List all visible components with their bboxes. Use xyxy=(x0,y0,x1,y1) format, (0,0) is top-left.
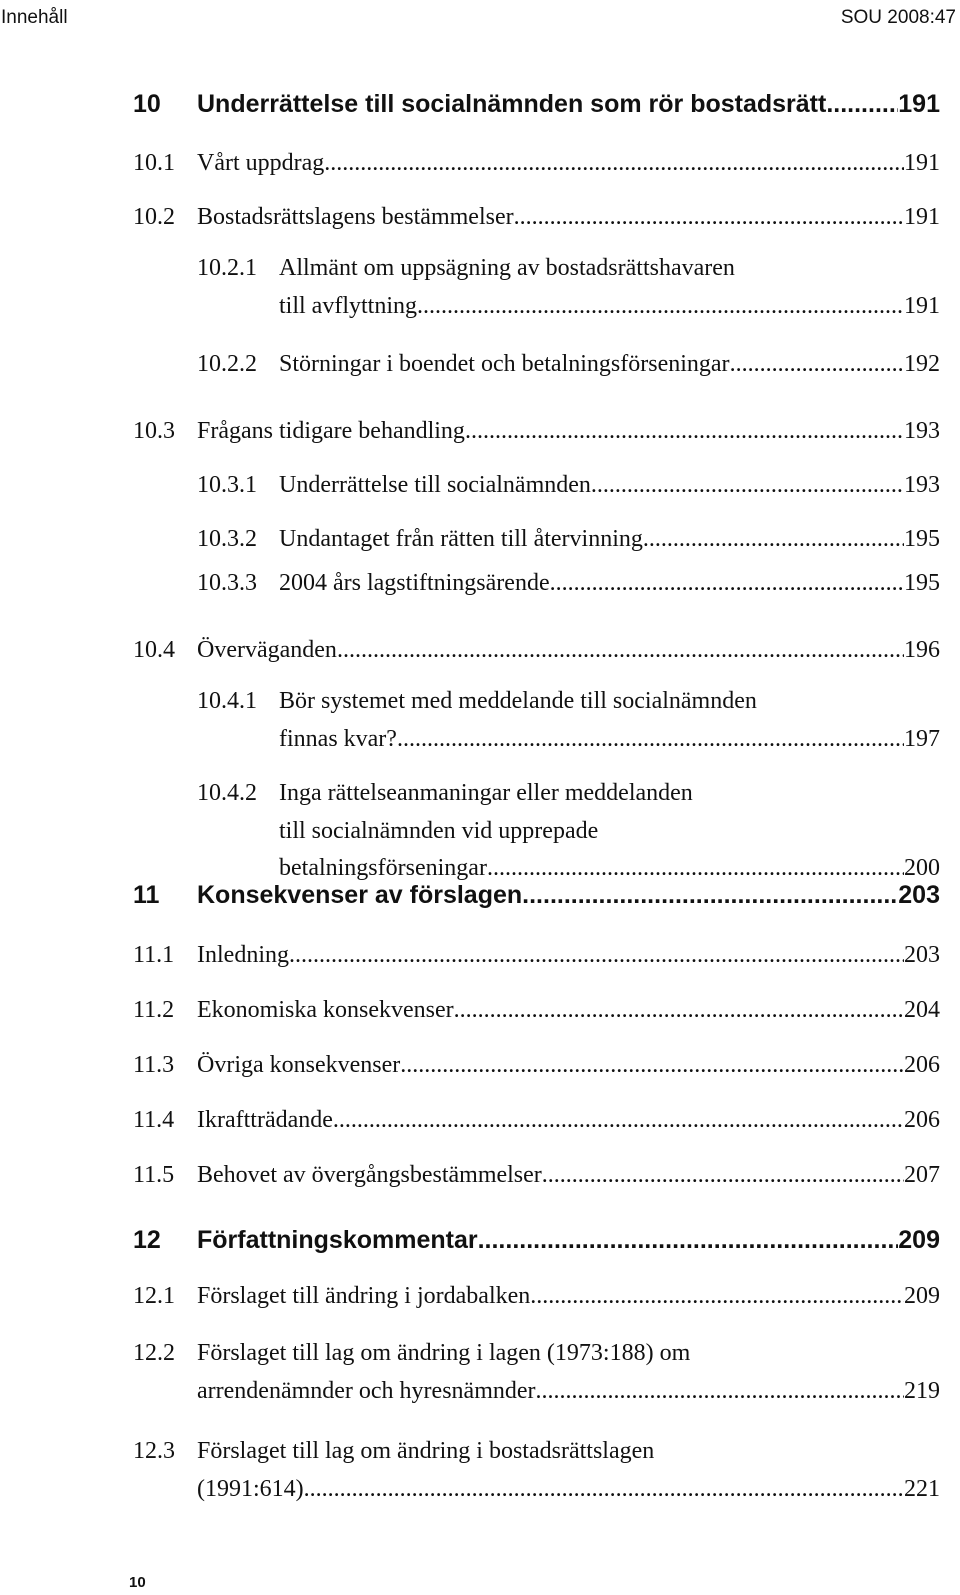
toc-entry-page: 206 xyxy=(904,1052,940,1078)
toc-entry-title: Inga rättelseanmaningar eller meddelanden xyxy=(279,780,693,806)
dot-leader xyxy=(530,1279,904,1313)
toc-entry-page: 193 xyxy=(904,472,940,498)
toc-entry-number: 11 xyxy=(133,881,160,909)
toc-entry-page: 191 xyxy=(898,90,940,118)
toc-entry-page: 197 xyxy=(904,725,940,752)
toc-entry-title: Underrättelse till socialnämnden som rör bostadsrätt xyxy=(197,90,827,118)
toc-entry-number: 12.2 xyxy=(133,1340,175,1366)
toc-entry-number: 10.3.2 xyxy=(197,526,257,552)
toc-entry-page: 195 xyxy=(904,570,940,596)
toc-entry-title: Störningar i boendet och betalningsförseningar xyxy=(279,351,730,377)
toc-entry-title: Förslaget till lag om ändring i lagen (1973:188) om xyxy=(197,1340,691,1366)
dot-leader xyxy=(304,1472,904,1506)
toc-entry-title: Frågans tidigare behandling xyxy=(197,418,465,444)
toc-entry-title: arrendenämnder och hyresnämnder xyxy=(197,1377,536,1404)
toc-entry-title: Förslaget till lag om ändring i bostadsrättslagen xyxy=(197,1438,655,1464)
toc-entry-number: 11.4 xyxy=(133,1107,175,1133)
toc-entry-page: 221 xyxy=(904,1475,940,1502)
toc-entry-page: 192 xyxy=(904,351,940,377)
toc-entry-page: 191 xyxy=(904,292,940,319)
toc-entry-title: Underrättelse till socialnämnden xyxy=(279,472,591,498)
toc-entry-number: 12 xyxy=(133,1226,161,1254)
dot-leader xyxy=(514,200,904,234)
toc-entry-page: 191 xyxy=(904,204,940,230)
dot-leader xyxy=(826,87,898,121)
dot-leader xyxy=(289,938,904,972)
toc-entry-title: Vårt uppdrag xyxy=(197,150,325,176)
dot-leader xyxy=(397,722,904,756)
toc-entry-page: 206 xyxy=(904,1107,940,1133)
toc-entry-page: 209 xyxy=(904,1283,940,1309)
toc-entry-number: 12.1 xyxy=(133,1283,175,1309)
toc-entry-page: 219 xyxy=(904,1377,940,1404)
toc-entry-number: 10.4 xyxy=(133,637,175,663)
page-number: 10 xyxy=(129,1574,146,1591)
toc-entry-page: 203 xyxy=(904,942,940,968)
toc-entry-title: till socialnämnden vid upprepade xyxy=(279,817,599,844)
toc-entry-title: Konsekvenser av förslagen xyxy=(197,881,523,909)
toc-entry-title: Behovet av övergångsbestämmelser xyxy=(197,1162,542,1188)
toc-entry-title: Inledning xyxy=(197,942,289,968)
toc-entry-number: 10.4.2 xyxy=(197,780,257,806)
dot-leader xyxy=(643,522,904,556)
dot-leader xyxy=(324,146,904,180)
toc-entry-page: 209 xyxy=(898,1226,940,1254)
dot-leader xyxy=(730,347,904,381)
toc-entry-page: 207 xyxy=(904,1162,940,1188)
toc-entry-title: finnas kvar? xyxy=(279,725,397,752)
toc-entry-title: Allmänt om uppsägning av bostadsrättshavaren xyxy=(279,255,735,281)
toc-entry-number: 10.3 xyxy=(133,418,175,444)
toc-entry-number: 10.3.1 xyxy=(197,472,257,498)
dot-leader xyxy=(478,1223,899,1257)
toc-entry-number: 11.1 xyxy=(133,942,175,968)
running-head-section: Innehåll xyxy=(1,7,68,28)
toc-entry-number: 10.4.1 xyxy=(197,688,257,714)
dot-leader xyxy=(522,878,898,912)
dot-leader xyxy=(591,468,904,502)
toc-entry-number: 10.1 xyxy=(133,150,175,176)
toc-entry-page: 195 xyxy=(904,526,940,552)
toc-entry-title: Övriga konsekvenser xyxy=(197,1052,401,1078)
toc-entry-title: Undantaget från rätten till återvinning xyxy=(279,526,643,552)
toc-entry-page: 193 xyxy=(904,418,940,444)
dot-leader xyxy=(465,414,904,448)
toc-entry-title: Bör systemet med meddelande till socialnämnden xyxy=(279,688,757,714)
toc-entry-number: 10.3.3 xyxy=(197,570,257,596)
toc-entry-number: 10.2 xyxy=(133,204,175,230)
toc-entry-number: 12.3 xyxy=(133,1438,175,1464)
running-head-report-id: SOU 2008:47 xyxy=(840,7,956,28)
toc-entry-title: 2004 års lagstiftningsärende xyxy=(279,570,550,596)
toc-entry-title: Överväganden xyxy=(197,637,337,663)
dot-leader xyxy=(542,1158,904,1192)
toc-entry-page: 200 xyxy=(904,855,940,881)
toc-entry-page: 196 xyxy=(904,637,940,663)
toc-entry-number: 11.3 xyxy=(133,1052,175,1078)
toc-entry-title: Ikraftträdande xyxy=(197,1107,333,1133)
toc-entry-number: 11.2 xyxy=(133,997,175,1023)
toc-entry-page: 191 xyxy=(904,150,940,176)
toc-entry-title: till avflyttning xyxy=(279,292,417,319)
toc-entry-page: 203 xyxy=(898,881,940,909)
dot-leader xyxy=(550,566,904,600)
toc-entry-title: Förslaget till ändring i jordabalken xyxy=(197,1283,531,1309)
toc-entry-title: (1991:614) xyxy=(197,1475,304,1502)
running-head xyxy=(0,4,960,32)
toc-entry-title: Ekonomiska konsekvenser xyxy=(197,997,454,1023)
toc-entry-title: Bostadsrättslagens bestämmelser xyxy=(197,204,514,230)
dot-leader xyxy=(536,1374,904,1408)
toc-entry-number: 11.5 xyxy=(133,1162,175,1188)
toc-entry-page: 204 xyxy=(904,997,940,1023)
dot-leader xyxy=(400,1048,904,1082)
toc-entry-title: betalningsförseningar xyxy=(279,855,487,881)
toc-entry-title: Författningskommentar xyxy=(197,1226,478,1254)
dot-leader xyxy=(333,1103,904,1137)
toc-entry-number: 10 xyxy=(133,90,161,118)
dot-leader xyxy=(417,289,904,323)
toc-entry-number: 10.2.2 xyxy=(197,351,257,377)
dot-leader xyxy=(337,633,904,667)
dot-leader xyxy=(454,993,904,1027)
toc-entry-number: 10.2.1 xyxy=(197,255,257,281)
